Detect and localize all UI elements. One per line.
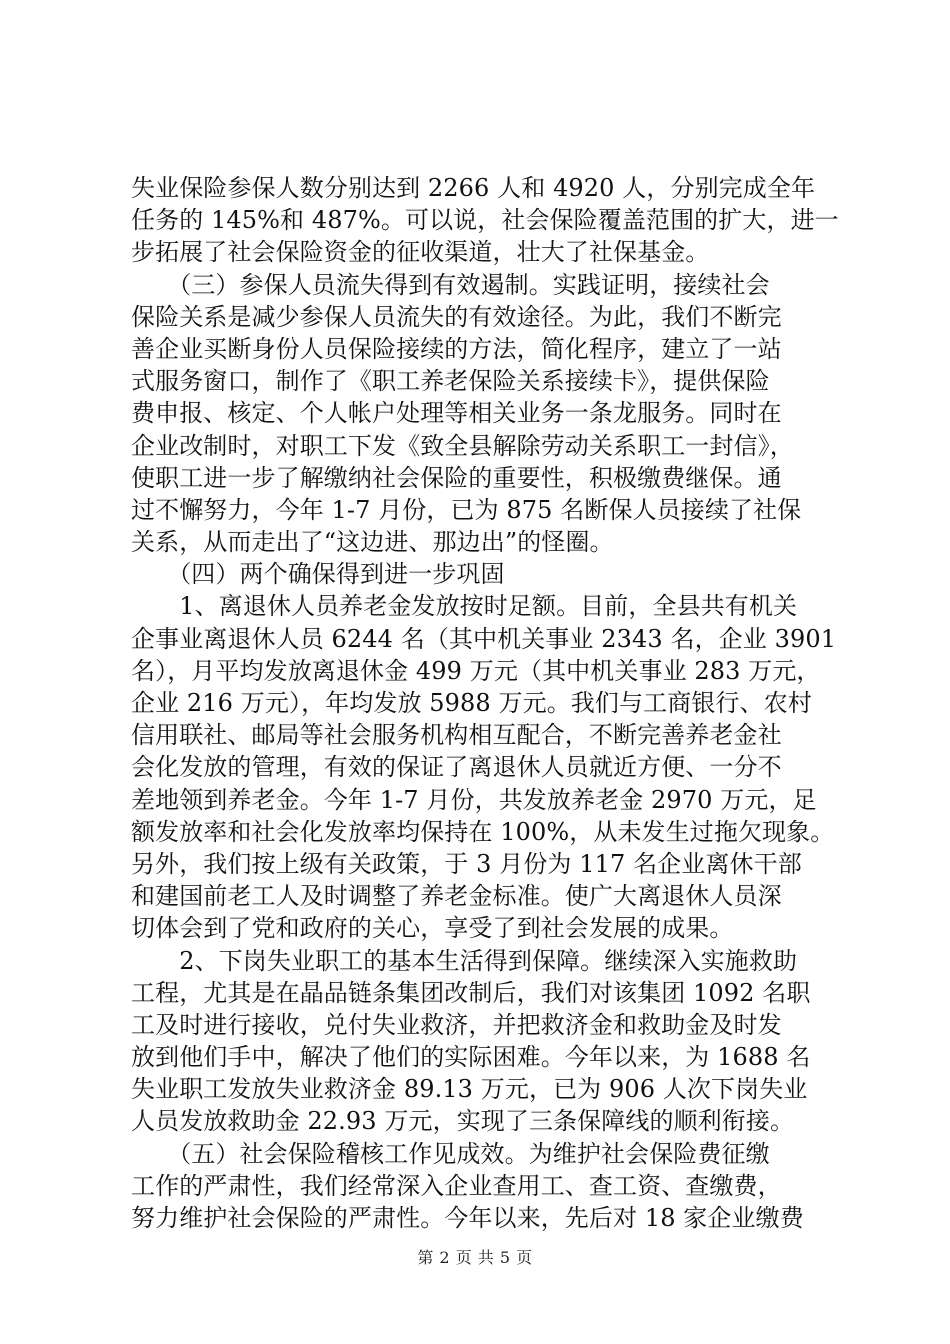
text-line: （五）社会保险稽核工作见成效。为维护社会保险费征缴 bbox=[131, 1139, 770, 1168]
text-line: 任务的 145%和 487%。可以说，社会保险覆盖范围的扩大，进一 bbox=[131, 206, 839, 235]
text-line: 放到他们手中，解决了他们的实际困难。今年以来，为 1688 名 bbox=[131, 1043, 811, 1072]
text-line: 名），月平均发放离退休金 499 万元（其中机关事业 283 万元， bbox=[131, 656, 821, 685]
text-line: 使职工进一步了解缴纳社会保险的重要性，积极缴费继保。通 bbox=[131, 463, 782, 492]
text-line: 2、下岗失业职工的基本生活得到保障。继续深入实施救助 bbox=[131, 946, 798, 975]
text-line: 费申报、核定、个人帐户处理等相关业务一条龙服务。同时在 bbox=[131, 399, 782, 428]
text-line: 人员发放救助金 22.93 万元，实现了三条保障线的顺利衔接。 bbox=[131, 1107, 795, 1136]
text-line: 式服务窗口，制作了《职工养老保险关系接续卡》，提供保险 bbox=[131, 367, 770, 396]
text-line: （三）参保人员流失得到有效遏制。实践证明，接续社会 bbox=[131, 270, 770, 299]
text-line: 差地领到养老金。今年 1-7 月份，共发放养老金 2970 万元，足 bbox=[131, 785, 817, 814]
text-line: 企业改制时，对职工下发《致全县解除劳动关系职工一封信》， bbox=[131, 431, 794, 460]
text-line: 企事业离退休人员 6244 名（其中机关事业 2343 名，企业 3901 bbox=[131, 624, 837, 653]
text-line: 信用联社、邮局等社会服务机构相互配合，不断完善养老金社 bbox=[131, 721, 782, 750]
text-line: 1、离退休人员养老金发放按时足额。目前，全县共有机关 bbox=[131, 592, 798, 621]
text-line: 另外，我们按上级有关政策，于 3 月份为 117 名企业离休干部 bbox=[131, 849, 802, 878]
text-line: 善企业买断身份人员保险接续的方法，简化程序，建立了一站 bbox=[131, 334, 782, 363]
text-line: 工程，尤其是在晶品链条集团改制后，我们对该集团 1092 名职 bbox=[131, 978, 811, 1007]
text-line: 会化发放的管理，有效的保证了离退休人员就近方便、一分不 bbox=[131, 753, 782, 782]
text-line: 企业 216 万元），年均发放 5988 万元。我们与工商银行、农村 bbox=[131, 689, 812, 717]
text-line: 保险关系是减少参保人员流失的有效途径。为此，我们不断完 bbox=[131, 302, 782, 331]
text-line: 步拓展了社会保险资金的征收渠道，壮大了社保基金。 bbox=[131, 238, 710, 267]
text-line: 关系，从而走出了“这边进、那边出”的怪圈。 bbox=[131, 528, 614, 557]
text-line: 失业职工发放失业救济金 89.13 万元，已为 906 人次下岗失业 bbox=[131, 1075, 808, 1104]
section-heading: （四）两个确保得到进一步巩固 bbox=[131, 560, 505, 589]
text-line: 额发放率和社会化发放率均保持在 100%，从未发生过拖欠现象。 bbox=[131, 817, 835, 846]
text-line: 失业保险参保人数分别达到 2266 人和 4920 人，分别完成全年 bbox=[131, 174, 816, 202]
text-line: 努力维护社会保险的严肃性。今年以来，先后对 18 家企业缴费 bbox=[131, 1204, 804, 1232]
text-line: 切体会到了党和政府的关心，享受了到社会发展的成果。 bbox=[131, 914, 734, 943]
body-text bbox=[131, 172, 839, 1234]
page-number-footer: 第 2 页 共 5 页 bbox=[417, 1248, 533, 1267]
text-line: 和建国前老工人及时调整了养老金标准。使广大离退休人员深 bbox=[131, 882, 782, 911]
text-line: 工及时进行接收，兑付失业救济，并把救济金和救助金及时发 bbox=[131, 1010, 782, 1039]
text-line: 工作的严肃性，我们经常深入企业查用工、查工资、查缴费， bbox=[131, 1171, 782, 1200]
text-line: 过不懈努力，今年 1-7 月份，已为 875 名断保人员接续了社保 bbox=[131, 495, 802, 524]
